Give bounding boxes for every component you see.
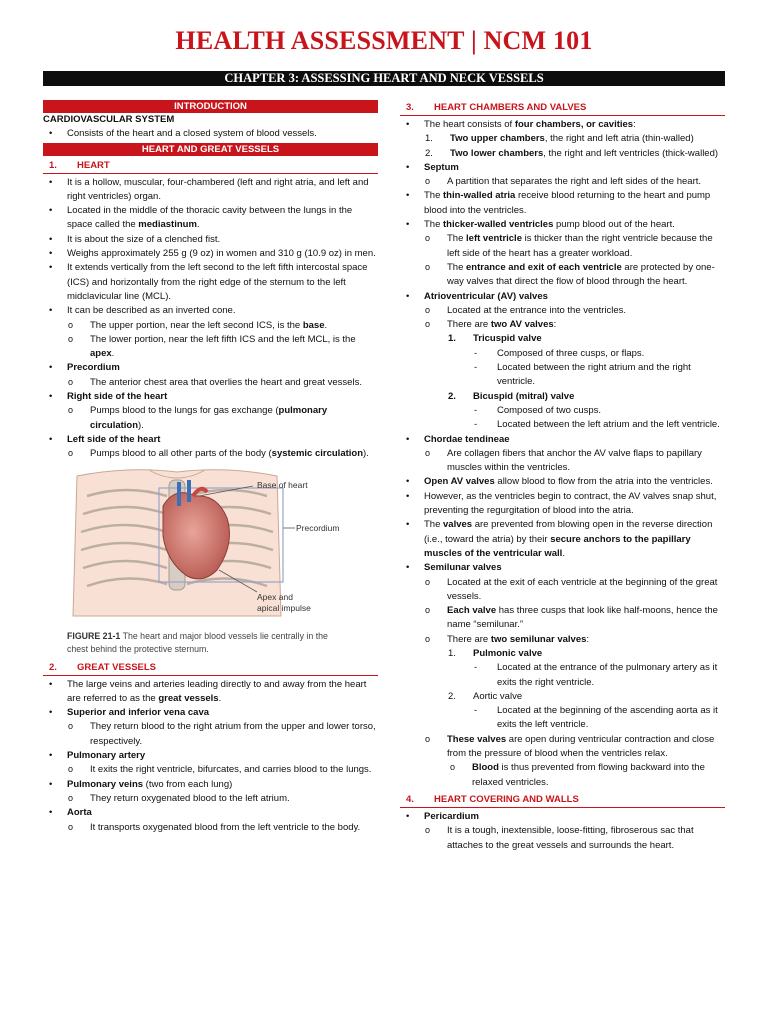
blood-backflow-sublist bbox=[400, 761, 725, 790]
list-item: • The thicker-walled ventricles pump blood out of the heart. bbox=[400, 218, 725, 232]
list-item: o They return oxygenated blood to the left atrium. bbox=[43, 792, 378, 806]
list-item: o There are two semilunar valves: bbox=[400, 633, 725, 647]
list-item: 2. Two lower chambers, the right and left ventricles (thick-walled) bbox=[425, 147, 719, 159]
great-vessels-list bbox=[43, 678, 378, 721]
figure-caption: FIGURE 21-1 The heart and major blood vessels lie centrally in the chest behind the protective sternum. bbox=[67, 630, 328, 654]
tricuspid-details bbox=[400, 347, 725, 390]
tricuspid-numbered bbox=[400, 332, 725, 346]
section-heading-covering: 4. HEART COVERING AND WALLS bbox=[400, 792, 725, 808]
aortic-details bbox=[400, 704, 725, 733]
list-item: o Are collagen fibers that anchor the AV valve flaps to papillary muscles within the ventricles. bbox=[400, 447, 725, 476]
bicuspid-details bbox=[400, 404, 725, 433]
pulmonary-veins-list bbox=[43, 778, 378, 792]
pulmonary-artery-sublist bbox=[43, 763, 378, 777]
list-item: • Weighs approximately 255 g (9 oz) in women and 310 g (10.9 oz) in men. bbox=[43, 247, 378, 261]
list-item: • The large veins and arteries leading directly to and away from the heart are referred to as the great vessels. bbox=[43, 678, 378, 707]
list-item: • Pulmonary veins (two from each lung) bbox=[43, 778, 378, 792]
aorta-sublist bbox=[43, 821, 378, 835]
list-item: o The entrance and exit of each ventricle are protected by one-way valves that direct the flow of blood through the heart. bbox=[400, 261, 725, 290]
list-item: o Each valve has three cusps that look like half-moons, hence the name “semilunar.” bbox=[400, 604, 725, 633]
list-item: o Blood is thus prevented from flowing backward into the relaxed ventricles. bbox=[425, 761, 725, 790]
list-item: - Composed of two cusps. bbox=[400, 404, 725, 418]
list-item: • It extends vertically from the left second to the left fifth intercostal space (ICS) and horizontally from the right edge of the sternum to the left midclavicular line (MCL). bbox=[43, 261, 378, 304]
list-item: • The heart consists of four chambers, or cavities: bbox=[400, 118, 725, 132]
list-item: • The thin-walled atria receive blood returning to the heart and pump blood into the ventricles. bbox=[400, 189, 725, 218]
heart-chest-figure bbox=[67, 466, 340, 624]
right-column bbox=[400, 100, 725, 853]
list-item: - Composed of three cusps, or flaps. bbox=[400, 347, 725, 361]
list-item: o Located at the entrance into the ventricles. bbox=[400, 304, 725, 318]
list-item: • Superior and inferior vena cava bbox=[43, 706, 378, 720]
left-side-sublist bbox=[43, 447, 378, 461]
list-item: • Semilunar valves bbox=[400, 561, 725, 575]
list-item: • Septum bbox=[400, 161, 725, 175]
label-apical-impulse: apical impulse bbox=[257, 602, 311, 613]
list-item: • Chordae tendineae bbox=[400, 433, 725, 447]
atria-ventricles-list bbox=[400, 189, 725, 232]
list-item: - Located between the right atrium and the right ventricle. bbox=[400, 361, 725, 390]
section-heading-great-vessels: 2. GREAT VESSELS bbox=[43, 660, 378, 676]
pulmonary-veins-sublist bbox=[43, 792, 378, 806]
chambers-numbered bbox=[400, 132, 725, 161]
left-column bbox=[43, 100, 378, 835]
chambers-list bbox=[400, 118, 725, 132]
list-item: 1. Two upper chambers, the right and left atria (thin-walled) bbox=[425, 133, 694, 145]
list-item: • Consists of the heart and a closed system of blood vessels. bbox=[43, 127, 378, 141]
chapter-bar: CHAPTER 3: ASSESSING HEART AND NECK VESSELS bbox=[43, 71, 725, 86]
list-item: • However, as the ventricles begin to contract, the AV valves snap shut, preventing the regurgitation of blood into the atria. bbox=[400, 490, 725, 519]
av-valves-list bbox=[400, 290, 725, 304]
list-item: 1. Tricuspid valve bbox=[448, 333, 542, 345]
list-item: o There are two AV valves: bbox=[400, 318, 725, 332]
list-item: • Precordium bbox=[43, 361, 378, 375]
list-item: • Aorta bbox=[43, 806, 378, 820]
ventricles-sublist bbox=[400, 232, 725, 289]
list-item: 2. Bicuspid (mitral) valve bbox=[448, 390, 575, 402]
list-item: o It transports oxygenated blood from the left ventricle to the body. bbox=[43, 821, 378, 835]
precordium-list bbox=[43, 361, 378, 375]
septum-sublist bbox=[400, 175, 725, 189]
semilunar-function-sublist bbox=[400, 733, 725, 762]
list-item: o The upper portion, near the left second ICS, is the base. bbox=[43, 319, 378, 333]
left-side-list bbox=[43, 433, 378, 447]
aorta-list bbox=[43, 806, 378, 820]
introduction-bar: INTRODUCTION bbox=[43, 100, 378, 113]
label-apex: Apex and bbox=[257, 591, 293, 602]
list-item: • It can be described as an inverted cone. bbox=[43, 304, 378, 318]
label-base-of-heart: Base of heart bbox=[257, 479, 308, 490]
right-side-sublist bbox=[43, 404, 378, 433]
valve-function-list bbox=[400, 475, 725, 575]
list-item: • It is about the size of a clenched fist. bbox=[43, 233, 378, 247]
list-item: 2. Aortic valve bbox=[448, 690, 523, 702]
heart-great-vessels-bar: HEART AND GREAT VESSELS bbox=[43, 143, 378, 156]
list-item: o These valves are open during ventricular contraction and close from the pressure of blood when the ventricles relax. bbox=[400, 733, 725, 762]
list-item: o A partition that separates the right and left sides of the heart. bbox=[400, 175, 725, 189]
page-title: HEALTH ASSESSMENT | NCM 101 bbox=[175, 26, 593, 55]
section-heading-heart: 1. HEART bbox=[43, 158, 378, 174]
list-item: • It is a hollow, muscular, four-chambered (left and right atria, and left and right ventricles) organ. bbox=[43, 176, 378, 205]
list-item: • Atrioventricular (AV) valves bbox=[400, 290, 725, 304]
list-item: o Pumps blood to all other parts of the body (systemic circulation). bbox=[43, 447, 378, 461]
list-item: o They return blood to the right atrium from the upper and lower torso, respectively. bbox=[43, 720, 378, 749]
list-item: o The anterior chest area that overlies the heart and great vessels. bbox=[43, 376, 378, 390]
label-precordium: Precordium bbox=[296, 522, 340, 533]
septum-list bbox=[400, 161, 725, 175]
heart-list bbox=[43, 176, 378, 319]
pericardium-sublist bbox=[400, 824, 725, 853]
pulmonic-details bbox=[400, 661, 725, 690]
av-valves-sublist bbox=[400, 304, 725, 333]
semilunar-sublist bbox=[400, 576, 725, 647]
list-item: • Pulmonary artery bbox=[43, 749, 378, 763]
pericardium-list bbox=[400, 810, 725, 824]
cardiovascular-heading: CARDIOVASCULAR SYSTEM bbox=[43, 114, 175, 125]
list-item: - Located at the entrance of the pulmonary artery as it exits the right ventricle. bbox=[400, 661, 725, 690]
list-item: o Located at the exit of each ventricle at the beginning of the great vessels. bbox=[400, 576, 725, 605]
vena-cava-sublist bbox=[43, 720, 378, 749]
precordium-sublist bbox=[43, 376, 378, 390]
list-item: o It exits the right ventricle, bifurcates, and carries blood to the lungs. bbox=[43, 763, 378, 777]
chordae-list bbox=[400, 433, 725, 447]
aortic-numbered bbox=[400, 690, 725, 704]
pulmonary-artery-list bbox=[43, 749, 378, 763]
list-item: - Located at the beginning of the ascending aorta as it exits the left ventricle. bbox=[400, 704, 725, 733]
cone-sublist bbox=[43, 319, 378, 362]
intro-list bbox=[43, 127, 378, 141]
list-item: • The valves are prevented from blowing open in the reverse direction (i.e., toward the atria) by their secure anchors to the papillary muscles of the ventricular wall. bbox=[400, 518, 725, 561]
list-item: • Located in the middle of the thoracic cavity between the lungs in the space called the mediastinum. bbox=[43, 204, 378, 233]
list-item: o The left ventricle is thicker than the right ventricle because the left side of the heart has a greater workload. bbox=[400, 232, 725, 261]
list-item: • Left side of the heart bbox=[43, 433, 378, 447]
list-item: o It is a tough, inextensible, loose-fitting, fibroserous sac that attaches to the great vessels and surrounds the heart. bbox=[400, 824, 725, 853]
list-item: o The lower portion, near the left fifth ICS and the left MCL, is the apex. bbox=[43, 333, 378, 362]
chordae-sublist bbox=[400, 447, 725, 476]
chest-illustration bbox=[67, 466, 340, 624]
bicuspid-numbered bbox=[400, 390, 725, 404]
list-item: 1. Pulmonic valve bbox=[448, 647, 543, 659]
list-item: - Located between the left atrium and the left ventricle. bbox=[400, 418, 725, 432]
section-heading-chambers: 3. HEART CHAMBERS AND VALVES bbox=[400, 100, 725, 116]
pulmonic-numbered bbox=[400, 647, 725, 661]
list-item: • Right side of the heart bbox=[43, 390, 378, 404]
list-item: • Pericardium bbox=[400, 810, 725, 824]
list-item: • Open AV valves allow blood to flow from the atria into the ventricles. bbox=[400, 475, 725, 489]
right-side-list bbox=[43, 390, 378, 404]
list-item: o Pumps blood to the lungs for gas exchange (pulmonary circulation). bbox=[43, 404, 378, 433]
